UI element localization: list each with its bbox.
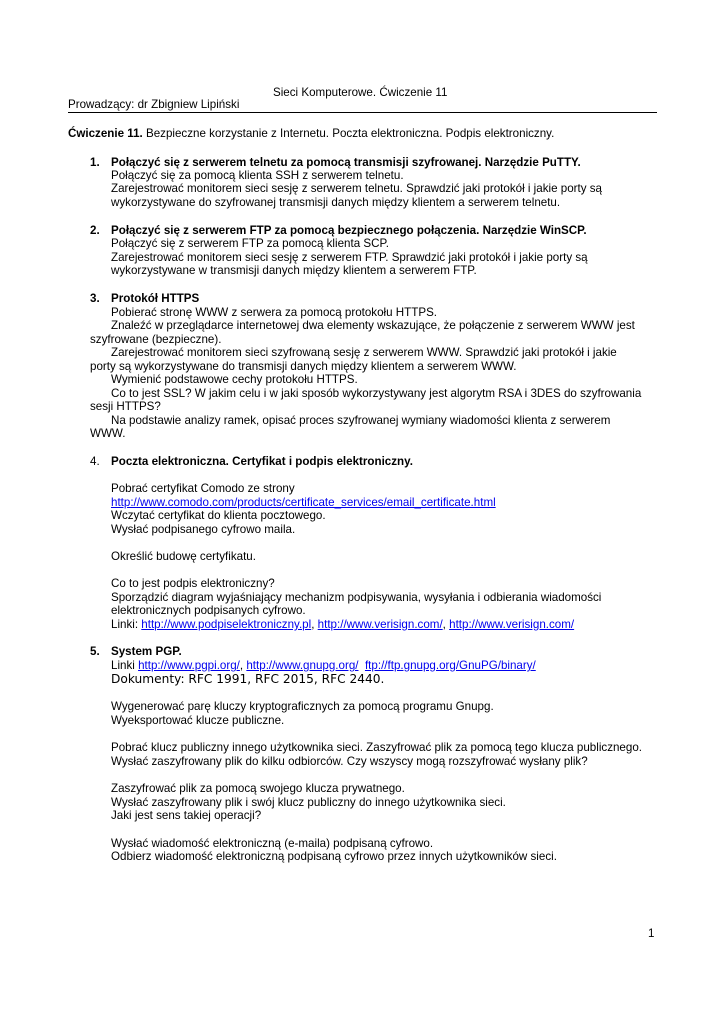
section-5-line: Jaki jest sens takiej operacji? <box>111 809 262 822</box>
section-5-links <box>111 659 536 672</box>
section-5-line: Wysłać zaszyfrowany plik i swój klucz publiczny do innego użytkownika sieci. <box>111 796 506 809</box>
section-3-heading: Protokół HTTPS <box>111 292 200 305</box>
links-separator: , <box>311 618 318 631</box>
exercise-subject: Bezpieczne korzystanie z Internetu. Poczta elektroniczna. Podpis elektroniczny. <box>142 127 555 140</box>
section-5-heading: System PGP. <box>111 645 182 658</box>
section-2-number: 2. <box>90 224 100 237</box>
exercise-title <box>68 127 554 140</box>
section-5-line: Wysłać wiadomość elektroniczną (e-maila) podpisaną cyfrowo. <box>111 837 434 850</box>
section-4-links <box>111 618 574 631</box>
section-4-line: Określić budowę certyfikatu. <box>111 550 256 563</box>
section-4-line: Wysłać podpisanego cyfrowo maila. <box>111 523 296 536</box>
section-5-line: Zaszyfrować plik za pomocą swojego klucza prywatnego. <box>111 782 405 795</box>
section-2-line: Zarejestrować monitorem sieci sesję z serwerem FTP. Sprawdzić jaki protokół i jakie porty są <box>111 251 588 264</box>
pgpi-link[interactable]: http://www.pgpi.org/ <box>138 659 240 672</box>
section-3-line: Zarejestrować monitorem sieci szyfrowaną sesję z serwerem WWW. Sprawdzić jaki protokół i jakie <box>111 346 617 359</box>
section-5-line: Wysłać zaszyfrowany plik do kilku odbiorców. Czy wszyscy mogą rozszyfrować wysłany plik? <box>111 755 588 768</box>
page-number: 1 <box>648 927 655 940</box>
section-2-line: wykorzystywane w transmisji danych między klientem a serwerem FTP. <box>111 264 477 277</box>
section-1-line: Zarejestrować monitorem sieci sesję z serwerem telnetu. Sprawdzić jaki protokół i jakie porty są <box>111 182 602 195</box>
section-4-line: Pobrać certyfikat Comodo ze strony <box>111 482 295 495</box>
section-5-line: Odbierz wiadomość elektroniczną podpisaną cyfrowo przez innych użytkowników sieci. <box>111 850 557 863</box>
section-4-line: Wczytać certyfikat do klienta pocztowego. <box>111 509 326 522</box>
section-5-line: Pobrać klucz publiczny innego użytkownika sieci. Zaszyfrować plik za pomocą tego klucza publicznego. <box>111 741 642 754</box>
section-3-line: szyfrowane (bezpieczne). <box>90 333 222 346</box>
header-divider <box>68 112 657 113</box>
section-4-heading: Poczta elektroniczna. Certyfikat i podpis elektroniczny. <box>111 455 413 468</box>
links-separator: , <box>239 659 247 672</box>
comodo-link[interactable]: http://www.comodo.com/products/certificate_services/email_certificate.html <box>111 496 496 509</box>
section-4-line: Sporządzić diagram wyjaśniający mechanizm podpisywania, wysyłania i odbierania wiadomości <box>111 591 602 604</box>
verisign-link-2[interactable]: http://www.verisign.com/ <box>449 618 575 631</box>
section-2-line: Połączyć się z serwerem FTP za pomocą klienta SCP. <box>111 237 389 250</box>
section-5-number: 5. <box>90 645 100 658</box>
exercise-label: Ćwiczenie 11. <box>68 127 143 140</box>
section-2-heading: Połączyć się z serwerem FTP za pomocą bezpiecznego połączenia. Narzędzie WinSCP. <box>111 224 587 237</box>
verisign-link[interactable]: http://www.verisign.com/ <box>317 618 443 631</box>
section-5-line: Wygenerować parę kluczy kryptograficznych za pomocą programu Gnupg. <box>111 700 494 713</box>
podpiselektroniczny-link[interactable]: http://www.podpiselektroniczny.pl <box>141 618 312 631</box>
course-title: Sieci Komputerowe. Ćwiczenie 11 <box>273 86 448 99</box>
links-label: Linki: <box>111 618 142 631</box>
section-1-heading: Połączyć się z serwerem telnetu za pomocą transmisji szyfrowanej. Narzędzie PuTTY. <box>111 156 581 169</box>
section-4-number: 4. <box>90 455 100 468</box>
section-3-number: 3. <box>90 292 100 305</box>
section-3-line: Pobierać stronę WWW z serwera za pomocą protokołu HTTPS. <box>111 306 438 319</box>
section-4-line: elektronicznych podpisanych cyfrowo. <box>111 604 306 617</box>
section-3-line: sesji HTTPS? <box>90 400 161 413</box>
section-3-line: WWW. <box>90 427 126 440</box>
section-3-line: Co to jest SSL? W jakim celu i w jaki sposób wykorzystywany jest algorytm RSA i 3DES do szyfrowania <box>111 387 642 400</box>
section-4-line: Co to jest podpis elektroniczny? <box>111 577 275 590</box>
section-1-number: 1. <box>90 156 100 169</box>
section-3-line: Na podstawie analizy ramek, opisać proces szyfrowanej wymiany wiadomości klienta z serwerem <box>111 414 611 427</box>
instructor-name: Prowadzący: dr Zbigniew Lipiński <box>68 98 240 111</box>
section-3-line: Znaleźć w przeglądarce internetowej dwa elementy wskazujące, że połączenie z serwerem WWW jest <box>111 319 635 332</box>
section-1-line: Połączyć się za pomocą klienta SSH z serwerem telnetu. <box>111 169 404 182</box>
links-separator: , <box>442 618 450 631</box>
section-3-line: Wymienić podstawowe cechy protokołu HTTPS. <box>111 373 358 386</box>
section-5-line: Wyeksportować klucze publiczne. <box>111 714 285 727</box>
section-3-line: porty są wykorzystywane do transmisji danych między klientem a serwerem WWW. <box>90 360 517 373</box>
links-label: Linki <box>111 659 139 672</box>
gnupg-ftp-link[interactable]: ftp://ftp.gnupg.org/GnuPG/binary/ <box>364 659 536 672</box>
section-1-line: wykorzystywane do szyfrowanej transmisji danych między klientem a serwerem telnetu. <box>111 196 561 209</box>
section-5-documents: Dokumenty: RFC 1991, RFC 2015, RFC 2440. <box>111 672 385 686</box>
gnupg-link[interactable]: http://www.gnupg.org/ <box>246 659 359 672</box>
